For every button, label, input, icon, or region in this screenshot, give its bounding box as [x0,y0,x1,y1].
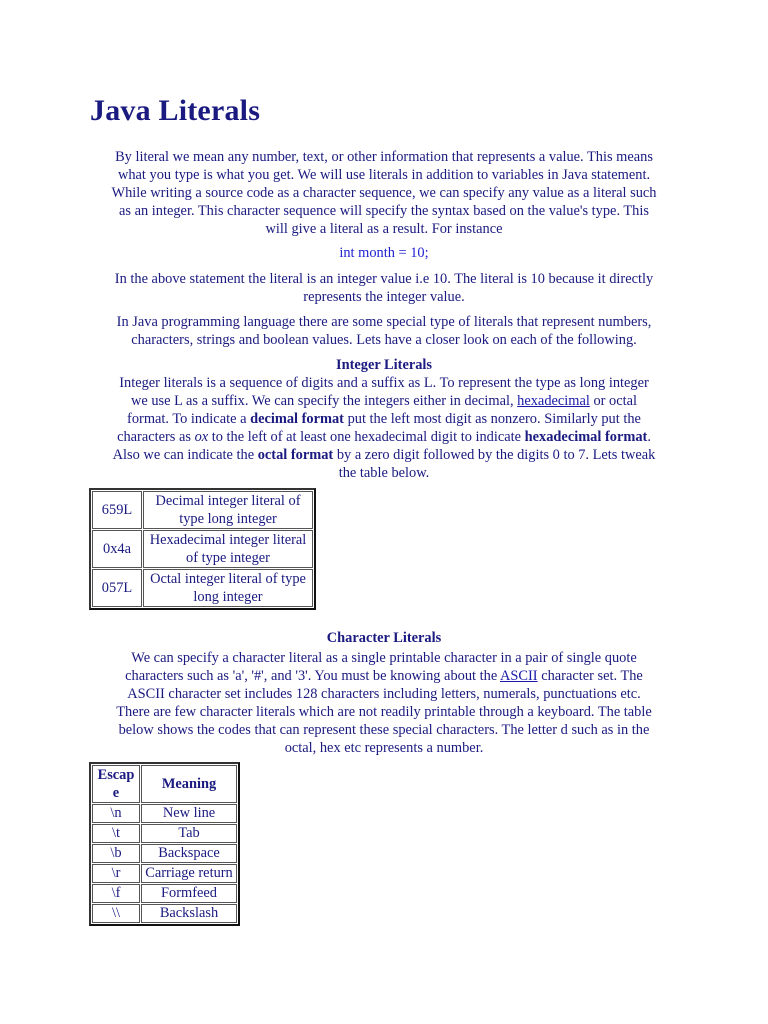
integer-line: or octal [589,393,638,409]
escape-cell: \\ [92,904,140,923]
meaning-cell: Backslash [141,904,237,923]
escape-cell: \f [92,884,140,903]
meaning-cell: Formfeed [141,884,237,903]
character-line: There are few character literals which are not readily printable through a keyboard. The table [116,704,652,720]
table-row [92,530,313,568]
escape-cell: \t [92,824,140,843]
escape-header: Escap e [92,765,140,803]
table-row [92,491,313,529]
integer-paragraph [96,374,672,482]
integer-line: to the left of at least one hexadecimal digit to indicate [208,429,525,445]
character-paragraph [96,649,672,757]
character-line: octal, hex etc represents a number. [284,740,484,756]
meaning-header: Meaning [141,765,237,803]
explain-line: represents the integer value. [303,289,465,305]
intro-line: While writing a source code as a character sequence, we can specify any value as a literal such [111,185,657,201]
escape-cell: \b [92,844,140,863]
intro-line: what you type is what you get. We will use literals in addition to variables in Java statement. [117,167,651,183]
escape-cell: \r [92,864,140,883]
types-line: characters, strings and boolean values. Lets have a closer look on each of the following. [131,332,637,348]
integer-line: format. To indicate a [127,411,251,427]
character-line: We can specify a character literal as a single printable character in a pair of single quote [131,650,637,666]
literal-code-cell: 659L [92,491,142,529]
code-example: int month = 10; [339,245,429,261]
integer-literals-heading: Integer Literals [335,357,433,373]
types-line: In Java programming language there are some special type of literals that represent numbers, [116,314,652,330]
table-row [92,569,313,607]
literal-code-cell: 057L [92,569,142,607]
character-line: below shows the codes that can represent these special characters. The letter d such as in the [118,722,650,738]
integer-line: Integer literals is a sequence of digits and a suffix as L. To represent the type as long integer [119,375,649,391]
hexadecimal-format-term: hexadecimal format [524,429,648,445]
intro-line: will give a literal as a result. For instance [265,221,503,237]
literal-desc-cell: Octal integer literal of type long integer [143,569,313,607]
integer-literals-table [89,488,316,610]
integer-line: characters as [117,429,195,445]
intro-line: as an integer. This character sequence will specify the syntax based on the value's type. This [119,203,649,219]
table-row [92,824,237,843]
table-row [92,844,237,863]
character-line: characters such as 'a', '#', and '3'. You must be knowing about the [125,668,501,684]
explain-line: In the above statement the literal is an integer value i.e 10. The literal is 10 because it directly [114,271,654,287]
escape-cell: \n [92,804,140,823]
table-row [92,904,237,923]
meaning-cell: Tab [141,824,237,843]
meaning-cell: New line [141,804,237,823]
ascii-link[interactable]: ASCII [500,668,538,684]
decimal-format-term: decimal format [250,411,344,427]
character-line: character set. The [537,668,643,684]
integer-line: we use L as a suffix. We can specify the integers either in decimal, [130,393,518,409]
character-literals-heading: Character Literals [326,630,442,646]
integer-line: put the left most digit as nonzero. Similarly put the [343,411,641,427]
integer-line: the table below. [338,465,430,481]
explain-paragraph [96,270,672,306]
table-header-row [92,765,237,803]
types-paragraph [96,313,672,349]
escape-sequences-table [89,762,240,926]
octal-format-term: octal format [257,447,334,463]
table-row [92,884,237,903]
intro-paragraph [96,148,672,238]
meaning-cell: Backspace [141,844,237,863]
meaning-cell: Carriage return [141,864,237,883]
intro-line: By literal we mean any number, text, or other information that represents a value. This means [115,149,653,165]
integer-line: by a zero digit followed by the digits 0 to 7. Lets tweak [333,447,656,463]
page-title: Java Literals [90,94,261,127]
character-line: ASCII character set includes 128 characters including letters, numerals, punctuations etc. [127,686,641,702]
table-row [92,804,237,823]
literal-desc-cell: Hexadecimal integer literal of type integer [143,530,313,568]
literal-desc-cell: Decimal integer literal of type long integer [143,491,313,529]
table-row [92,864,237,883]
integer-line: . [647,429,651,445]
hexadecimal-link[interactable]: hexadecimal [517,393,590,409]
integer-line: Also we can indicate the [112,447,258,463]
literal-code-cell: 0x4a [92,530,142,568]
ox-term: ox [194,429,209,445]
